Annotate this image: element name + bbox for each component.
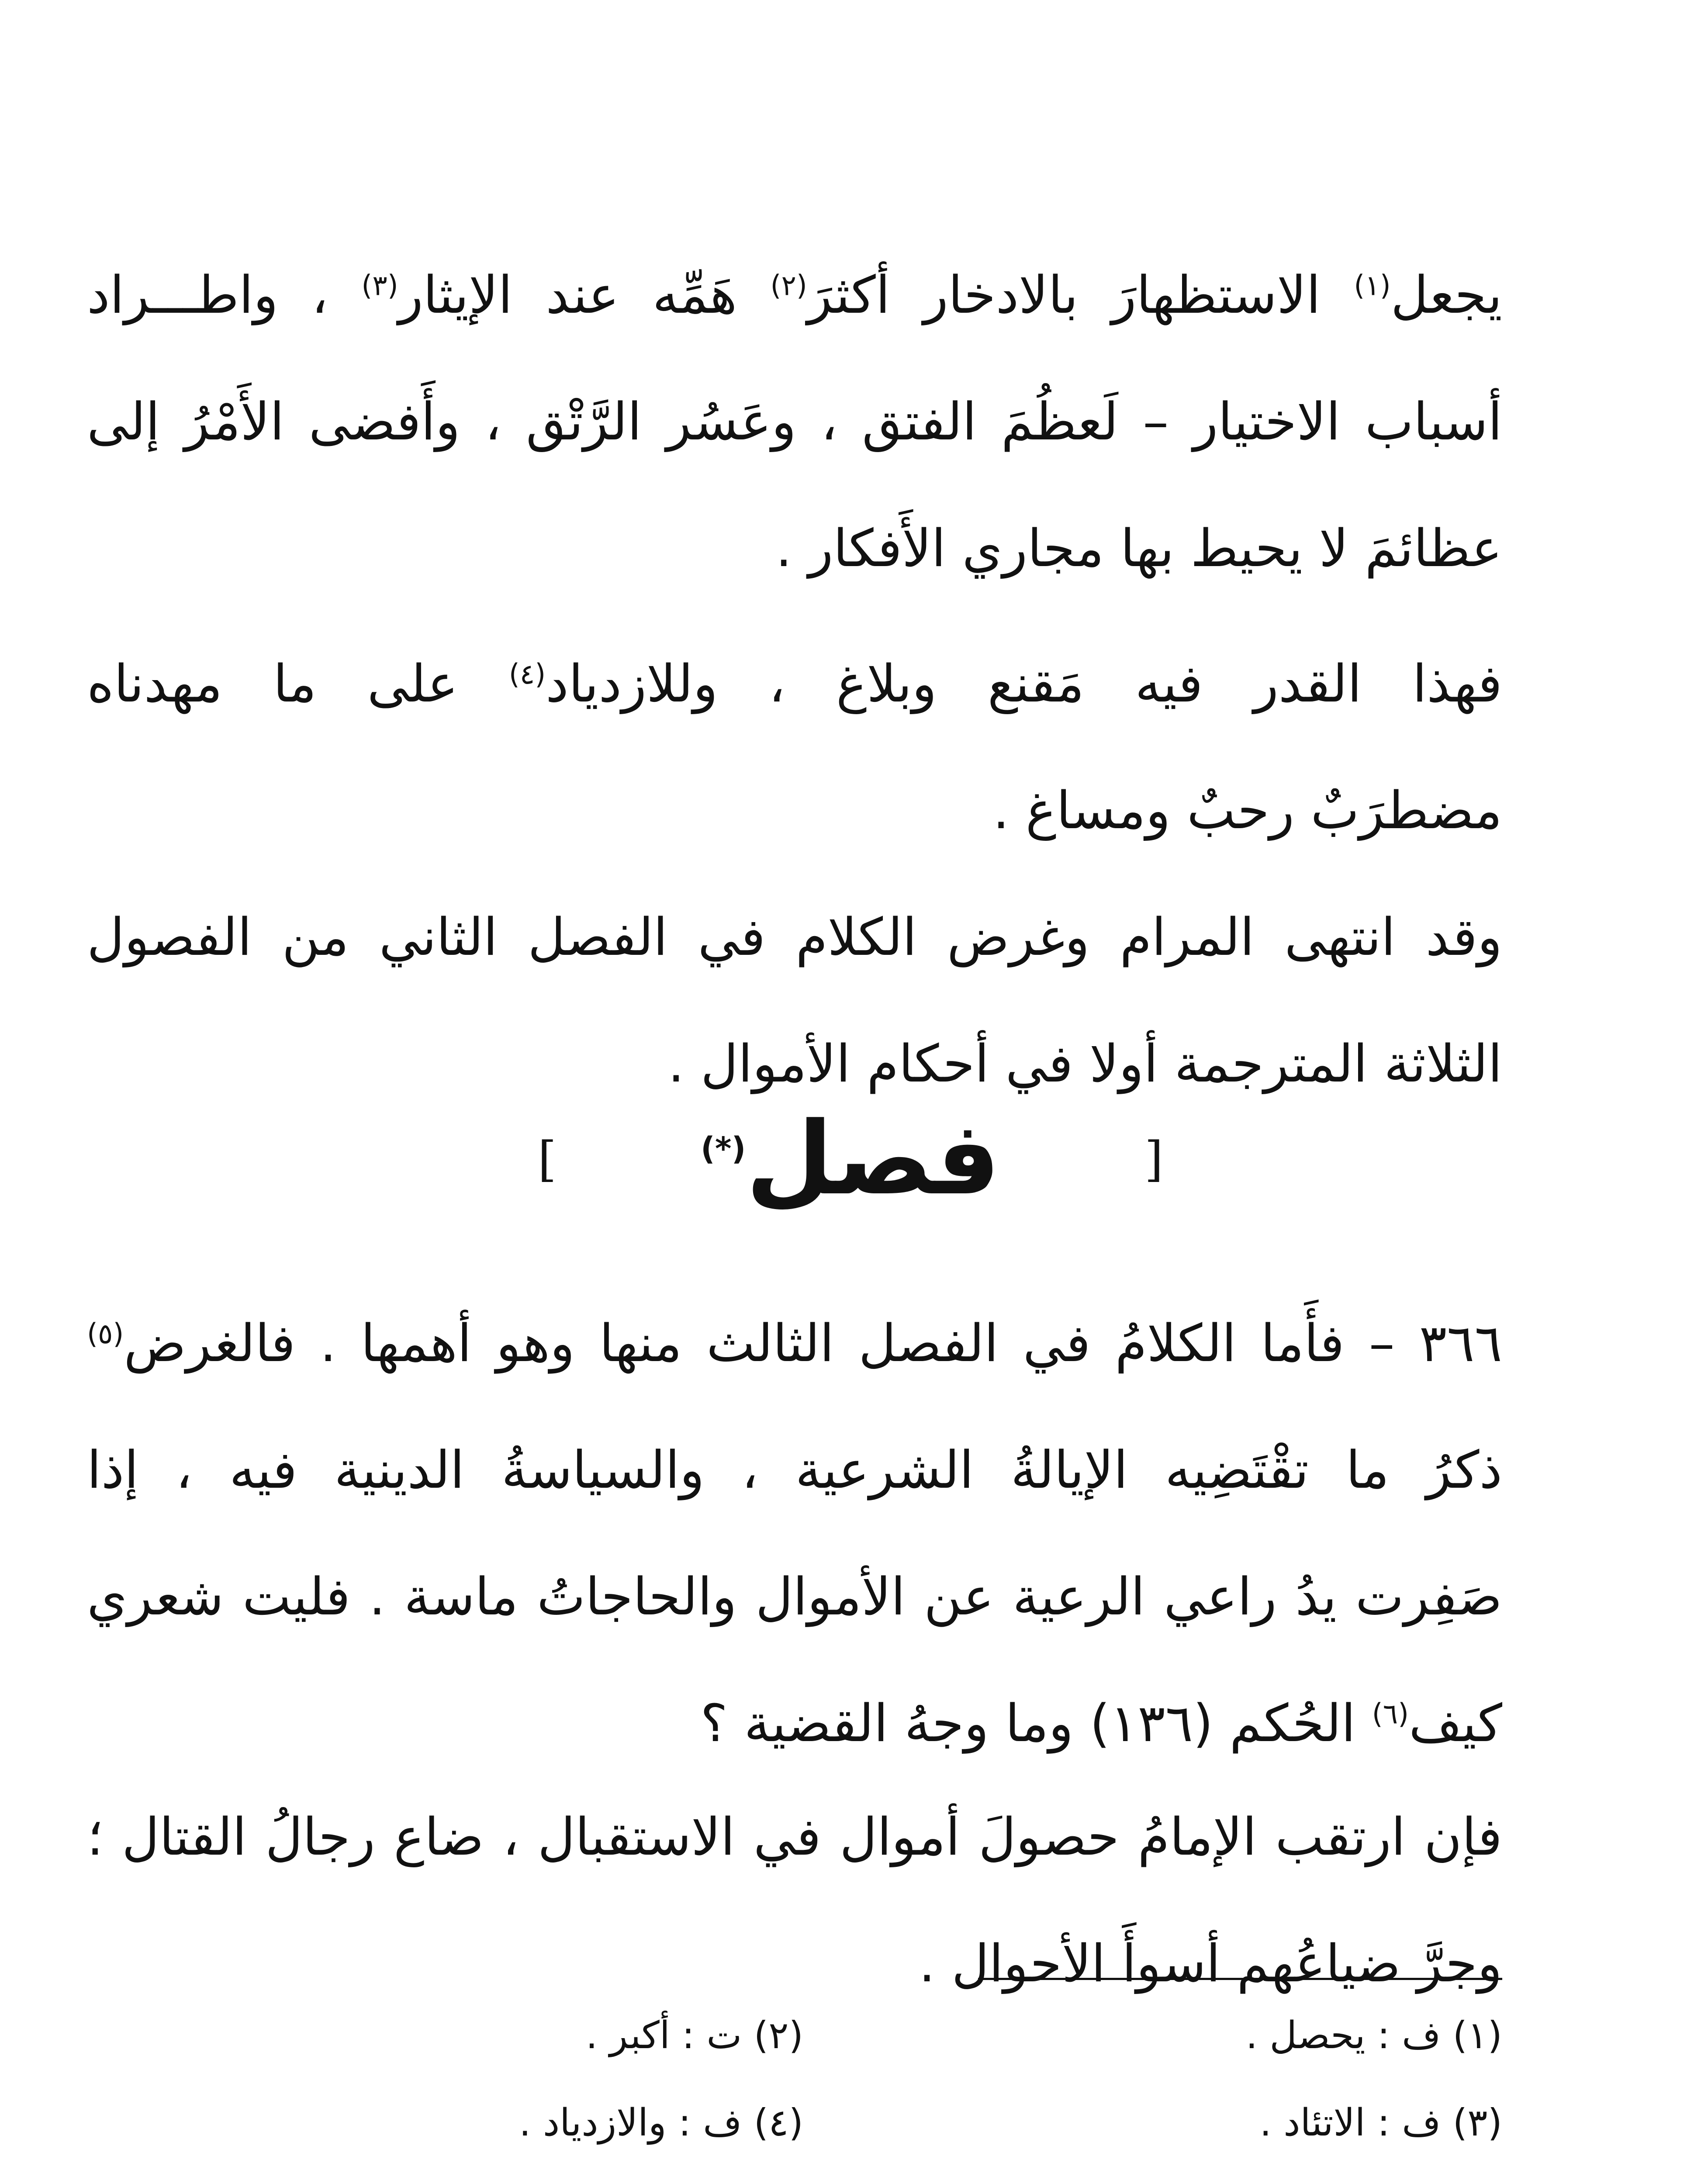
paragraph-5: [87, 1773, 1502, 2027]
paragraph-1: [87, 232, 1502, 612]
footnotes: [87, 1992, 1502, 2184]
footnote-marker: (٥): [87, 1318, 124, 1351]
footnote: (١) ف : يحصل .: [1245, 2014, 1502, 2057]
heading-marker: (*): [701, 1130, 746, 1167]
text-run: كيف: [1409, 1693, 1502, 1753]
text-line: [87, 620, 1502, 747]
open-bracket: [: [1144, 1131, 1163, 1187]
text-line: ذكرُ ما تقْتَضِيه الإيالةُ الشرعية ، والسياسةُ الدينية فيه ، إذا: [87, 1440, 1502, 1500]
text-line: [87, 232, 1502, 358]
text-run: ، واطـــراد: [87, 265, 362, 325]
paragraph-4: [87, 1280, 1502, 1787]
footnote: (٤) ف : والازدياد .: [519, 2101, 803, 2145]
text-line: أسباب الاختيار – لَعظُمَ الفتق ، وعَسُر الرَّتْق ، وأَفضى الأَمْرُ إلى: [87, 391, 1502, 452]
text-run: فهذا القدر فيه مَقنع وبلاغ ، وللازدياد: [546, 653, 1502, 714]
text-run: الحُكم (١٣٦) وما وجهُ القضية ؟: [700, 1693, 1372, 1753]
footnote: (٣) ف : الاتئاد .: [1259, 2101, 1502, 2145]
text-line: صَفِرت يدُ راعي الرعية عن الأموال والحاجاتُ ماسة . فليت شعري: [87, 1566, 1502, 1627]
footnote-divider: [978, 1978, 1502, 1980]
footnote-marker: (١): [1354, 270, 1391, 302]
footnote-marker: (٤): [508, 658, 546, 691]
text-line: [87, 1660, 1502, 1787]
paragraph-3: [87, 874, 1502, 1127]
heading-text: فصل: [746, 1101, 1000, 1217]
text-line: عظائمَ لا يحيط بها مجاري الأَفكار .: [775, 518, 1502, 578]
text-line: وقد انتهى المرام وغرض الكلام في الفصل الثاني من الفصول: [87, 907, 1502, 967]
text-run: هَمِّه عند الإيثار: [398, 265, 771, 325]
text-line: [87, 1280, 1502, 1406]
text-run: على ما مهدناه: [87, 653, 509, 714]
text-line: مضطرَبٌ رحبٌ ومساغ .: [992, 780, 1502, 840]
footnote-marker: (٦): [1372, 1698, 1409, 1731]
footnote-row: [87, 1992, 1502, 2079]
footnote-row: [87, 2079, 1502, 2167]
close-bracket: ]: [538, 1131, 557, 1187]
footnote-marker: (٣): [361, 270, 398, 302]
section-heading: [0, 1101, 1701, 1217]
text-line: وجرَّ ضياعُهم أسوأَ الأحوال .: [919, 1933, 1502, 1994]
heading-word: [701, 1101, 1000, 1217]
text-line: الثلاثة المترجمة أولا في أحكام الأموال .: [667, 1033, 1502, 1094]
footnote: (٢) ت : أكبر .: [585, 2014, 803, 2057]
footnote-marker: (٢): [770, 270, 807, 302]
footnote-row: [87, 2167, 1502, 2184]
text-run: الاستظهارَ بالادخار أكثرَ: [807, 265, 1354, 325]
footnote: [104, 2167, 803, 2184]
footnote: [803, 2167, 1502, 2184]
text-run: ٣٦٦ – فأَما الكلامُ في الفصل الثالث منها وهو أهمها . فالغرض: [124, 1313, 1502, 1373]
text-line: فإن ارتقب الإمامُ حصولَ أموال في الاستقبال ، ضاع رجالُ القتال ؛: [87, 1807, 1502, 1867]
paragraph-2: [87, 620, 1502, 874]
text-run: يجعل: [1390, 265, 1502, 325]
